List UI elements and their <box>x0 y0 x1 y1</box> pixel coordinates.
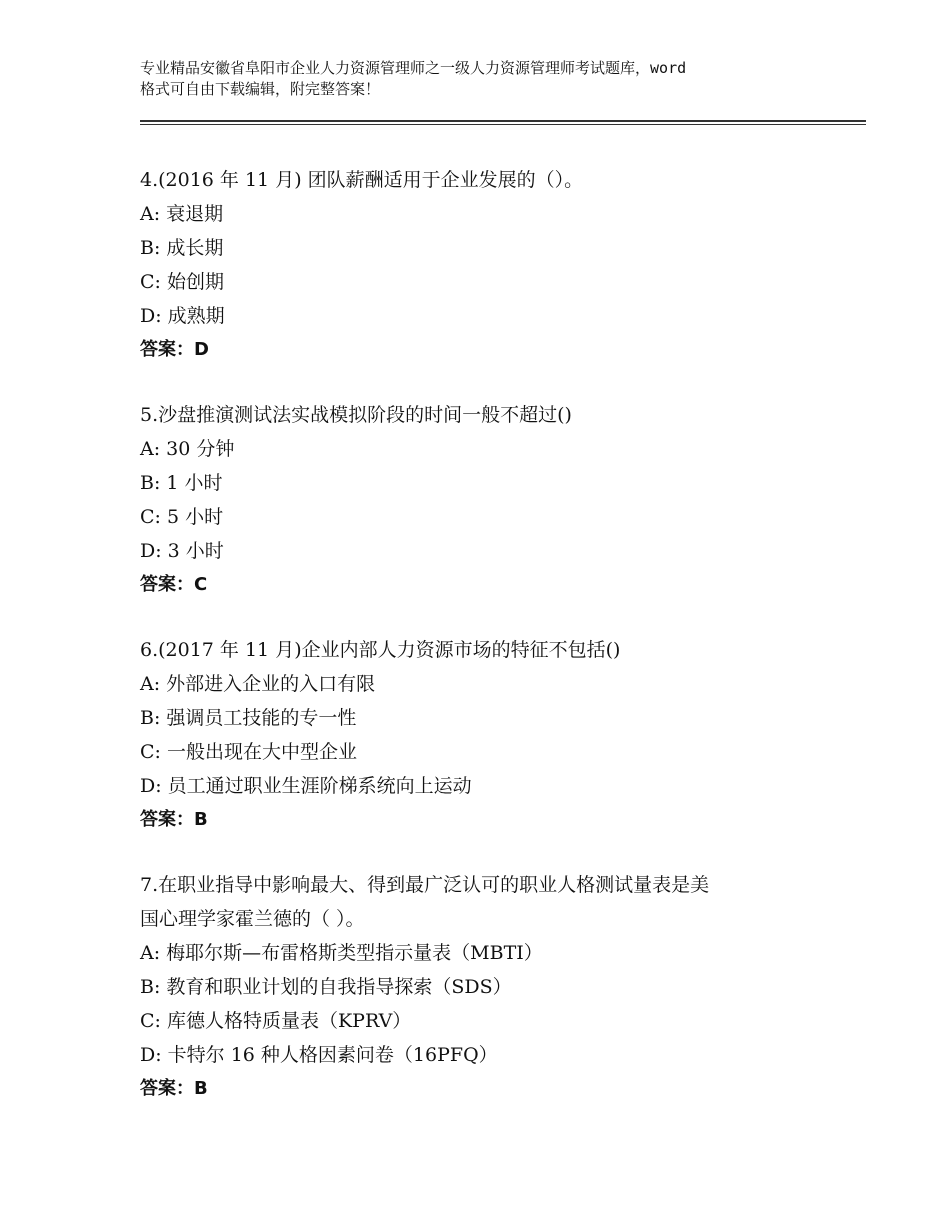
option-d: D: 成熟期 <box>140 305 225 327</box>
header-divider-thick <box>140 120 866 122</box>
option-c: C: 始创期 <box>140 271 224 293</box>
option-b: B: 1 小时 <box>140 472 223 494</box>
header-line-1: 专业精品安徽省阜阳市企业人力资源管理师之一级人力资源管理师考试题库，word <box>140 59 687 77</box>
question-text: 5.沙盘推演测试法实战模拟阶段的时间一般不超过() <box>140 404 572 426</box>
question-text: 6.(2017 年 11 月)企业内部人力资源市场的特征不包括() <box>140 639 621 661</box>
option-b: B: 成长期 <box>140 237 224 259</box>
question-text-line-1: 7.在职业指导中影响最大、得到最广泛认可的职业人格测试量表是美 <box>140 874 710 896</box>
question-4 <box>140 163 840 367</box>
header-line-2: 格式可自由下载编辑，附完整答案！ <box>140 80 381 98</box>
option-d: D: 员工通过职业生涯阶梯系统向上运动 <box>140 775 472 797</box>
option-c: C: 一般出现在大中型企业 <box>140 741 357 763</box>
answer: 答案：C <box>140 574 208 595</box>
option-a: A: 30 分钟 <box>140 438 235 460</box>
option-a: A: 衰退期 <box>140 203 224 225</box>
question-text-line-2: 国心理学家霍兰德的（ ）。 <box>140 908 365 930</box>
question-5 <box>140 398 840 602</box>
option-a: A: 外部进入企业的入口有限 <box>140 673 376 695</box>
option-d: D: 3 小时 <box>140 540 224 562</box>
question-list <box>140 163 840 1137</box>
question-7 <box>140 868 840 1106</box>
option-b: B: 强调员工技能的专一性 <box>140 707 357 729</box>
option-b: B: 教育和职业计划的自我指导探索（SDS） <box>140 976 512 998</box>
question-6 <box>140 633 840 837</box>
header-divider-thin <box>140 124 866 125</box>
option-c: C: 5 小时 <box>140 506 224 528</box>
option-c: C: 库德人格特质量表（KPRV） <box>140 1010 412 1032</box>
option-d: D: 卡特尔 16 种人格因素问卷（16PFQ） <box>140 1044 498 1066</box>
answer: 答案：D <box>140 339 209 360</box>
question-text: 4.(2016 年 11 月) 团队薪酬适用于企业发展的（）。 <box>140 169 584 191</box>
option-a: A: 梅耶尔斯—布雷格斯类型指示量表（MBTI） <box>140 942 543 964</box>
document-header <box>140 58 830 100</box>
answer: 答案：B <box>140 1078 208 1099</box>
answer: 答案：B <box>140 809 208 830</box>
